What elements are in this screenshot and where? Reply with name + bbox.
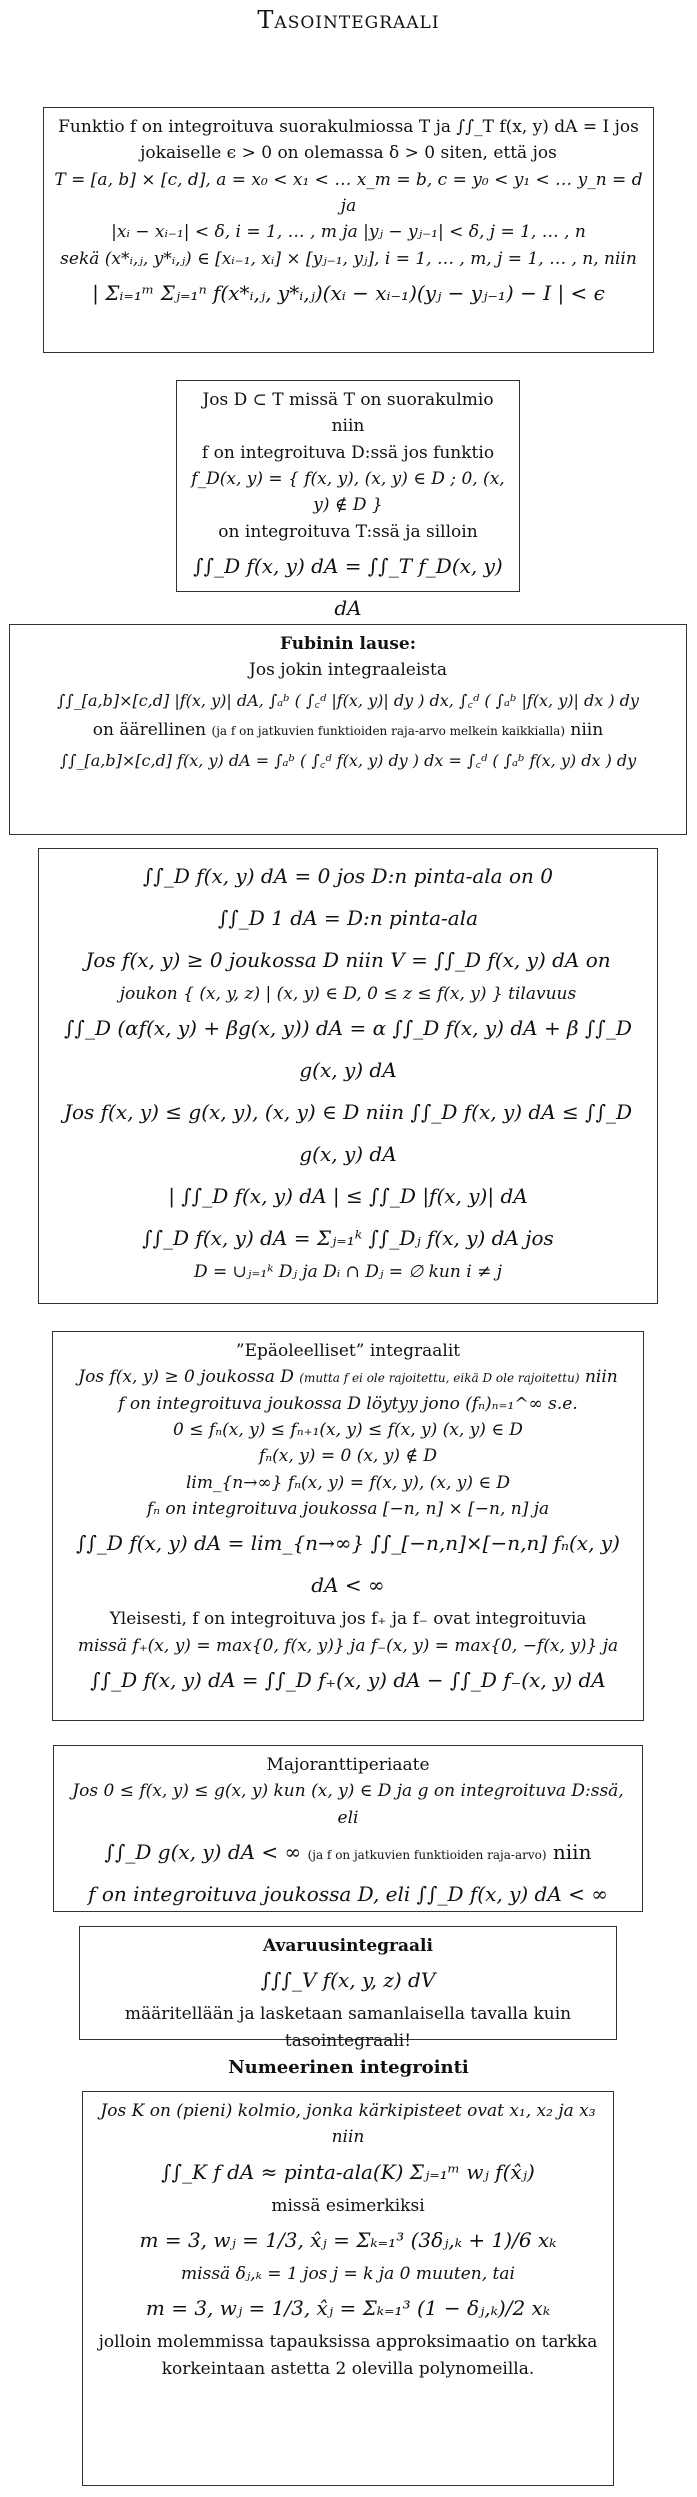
property-line: ∫∫_D f(x, y) dA = 0 jos D:n pinta-ala on 0 <box>143 864 553 888</box>
property-line: ∫∫_D 1 dA = D:n pinta-ala <box>217 906 479 930</box>
numerical-integration-box <box>82 2091 614 2486</box>
property-line: D = ∪ⱼ₌₁ᵏ Dⱼ ja Dᵢ ∩ Dⱼ = ∅ kun i ≠ j <box>194 1262 502 1283</box>
definition-line: jokaiselle ϵ > 0 on olemassa δ > 0 siten, että jos <box>140 143 557 164</box>
property-line: Jos f(x, y) ≤ g(x, y), (x, y) ∈ D niin ∫∫_D f(x, y) dA ≤ ∫∫_D g(x, y) dA <box>63 1100 633 1167</box>
domain-integral-formula: ∫∫_D f(x, y) dA = ∫∫_T f_D(x, y) dA <box>193 554 503 621</box>
improper-line <box>61 1364 635 1390</box>
improper-line: lim_{n→∞} fₙ(x, y) = f(x, y), (x, y) ∈ D <box>185 1472 511 1493</box>
majorant-line: f on integroituva joukossa D, eli ∫∫_D f(x, y) dA < ∞ <box>88 1882 608 1907</box>
domain-line: f on integroituva D:ssä jos funktio <box>201 442 495 463</box>
quadrature-formula: ∫∫_K f dA ≈ pinta-ala(K) Σⱼ₌₁ᵐ wⱼ f(x̂ⱼ) <box>161 2159 535 2184</box>
domain-box <box>176 380 520 621</box>
majorant-box <box>53 1745 643 1912</box>
majorant-text: ∫∫_D g(x, y) dA < ∞ <box>104 1840 302 1865</box>
majorant-heading: Majoranttiperiaate <box>266 1755 430 1775</box>
numerical-line: jolloin molemmissa tapauksissa approksimaatio on tarkka <box>98 2332 598 2353</box>
domain-line: on integroituva T:ssä ja silloin <box>218 521 478 542</box>
fubini-text: niin <box>570 720 604 741</box>
improper-integrals-box <box>52 1331 644 1721</box>
property-line: | ∫∫_D f(x, y) dA | ≤ ∫∫_D |f(x, y)| dA <box>168 1184 528 1209</box>
riemann-sum-formula: | Σᵢ₌₁ᵐ Σⱼ₌₁ⁿ f(x*ᵢ,ⱼ, y*ᵢ,ⱼ)(xᵢ − xᵢ₋₁)(yⱼ − yⱼ₋₁) − I | < ϵ <box>92 281 605 306</box>
fubini-text: on äärellinen <box>92 720 207 741</box>
quadrature-rule-1: m = 3, wⱼ = 1/3, x̂ⱼ = Σₖ₌₁³ (3δⱼ,ₖ + 1)/6 xₖ <box>139 2228 557 2253</box>
quadrature-rule-2: m = 3, wⱼ = 1/3, x̂ⱼ = Σₖ₌₁³ (1 − δⱼ,ₖ)/2 xₖ <box>145 2296 551 2321</box>
majorant-note: (ja f on jatkuvien funktioiden raja-arvo) <box>307 1848 547 1863</box>
majorant-text: niin <box>552 1840 592 1865</box>
majorant-line <box>62 1831 634 1873</box>
fubini-line: Jos jokin integraaleista <box>249 660 447 681</box>
improper-line: ∫∫_D f(x, y) dA = lim_{n→∞} ∫∫_[−n,n]×[−n,n] fₙ(x, y) dA < ∞ <box>76 1531 620 1598</box>
numerical-line: korkeintaan astetta 2 olevilla polynomeilla. <box>161 2358 535 2379</box>
fubini-result-formula: ∫∫_[a,b]×[c,d] f(x, y) dA = ∫ₐᵇ ( ∫꜀ᵈ f(x, y) dy ) dx = ∫꜀ᵈ ( ∫ₐᵇ f(x, y) dx ) dy <box>59 750 637 770</box>
definition-box <box>43 107 654 353</box>
improper-line: ∫∫_D f(x, y) dA = ∫∫_D f₊(x, y) dA − ∫∫_D f₋(x, y) dA <box>90 1668 606 1693</box>
numerical-integration-heading: Numeerinen integrointi <box>228 2057 469 2078</box>
space-integral-formula: ∫∫∫_V f(x, y, z) dV <box>260 1968 436 1993</box>
numerical-line: missä δⱼ,ₖ = 1 jos j = k ja 0 muuten, tai <box>181 2264 515 2285</box>
fubini-heading: Fubinin lause: <box>279 634 417 654</box>
fubini-note: (ja f on jatkuvien funktioiden raja-arvo melkein kaikkialla) <box>211 724 566 739</box>
improper-line: missä f₊(x, y) = max{0, f(x, y)} ja f₋(x, y) = max{0, −f(x, y)} ja <box>77 1635 619 1656</box>
improper-line: Yleisesti, f on integroituva jos f₊ ja f₋ ovat integroituvia <box>109 1609 587 1630</box>
definition-line: |xᵢ − xᵢ₋₁| < δ, i = 1, … , m ja |yⱼ − yⱼ₋₁| < δ, j = 1, … , n <box>111 222 586 243</box>
majorant-line: Jos 0 ≤ f(x, y) ≤ g(x, y) kun (x, y) ∈ D ja g on integroituva D:ssä, eli <box>72 1781 624 1828</box>
improper-line: 0 ≤ fₙ(x, y) ≤ fₙ₊₁(x, y) ≤ f(x, y) (x, y) ∈ D <box>173 1420 523 1441</box>
fubini-condition-formula: ∫∫_[a,b]×[c,d] |f(x, y)| dA, ∫ₐᵇ ( ∫꜀ᵈ |f(x, y)| dy ) dx, ∫꜀ᵈ ( ∫ₐᵇ |f(x, y)| dx ) dy <box>57 690 639 710</box>
fubini-line <box>18 717 678 743</box>
property-line: ∫∫_D (αf(x, y) + βg(x, y)) dA = α ∫∫_D f(x, y) dA + β ∫∫_D g(x, y) dA <box>64 1016 632 1083</box>
improper-line: fₙ on integroituva joukossa [−n, n] × [−n, n] ja <box>146 1499 550 1520</box>
improper-line: f on integroituva joukossa D löytyy jono (fₙ)ₙ₌₁^∞ s.e. <box>118 1393 578 1414</box>
properties-box <box>38 848 658 1304</box>
property-line: ∫∫_D f(x, y) dA = Σⱼ₌₁ᵏ ∫∫_Dⱼ f(x, y) dA jos <box>142 1226 554 1251</box>
property-line: joukon { (x, y, z) | (x, y) ∈ D, 0 ≤ z ≤ f(x, y) } tilavuus <box>119 984 577 1004</box>
numerical-line: Jos K on (pieni) kolmio, jonka kärkipisteet ovat x₁, x₂ ja x₃ niin <box>100 2101 596 2148</box>
numerical-line: missä esimerkiksi <box>271 2195 425 2216</box>
space-integral-line: määritellään ja lasketaan samanlaisella tavalla kuin tasointegraali! <box>124 2004 572 2051</box>
space-integral-heading: Avaruusintegraali <box>263 1936 433 1956</box>
improper-text: Jos f(x, y) ≥ 0 joukossa D <box>78 1367 294 1388</box>
domain-line: Jos D ⊂ T missä T on suorakulmio niin <box>202 390 494 437</box>
property-line: Jos f(x, y) ≥ 0 joukossa D niin V = ∫∫_D f(x, y) dA on <box>85 948 611 972</box>
improper-note: (mutta f ei ole rajoitettu, eikä D ole rajoitettu) <box>299 1371 580 1386</box>
space-integral-box <box>79 1926 617 2051</box>
improper-heading: ”Epäoleelliset” integraalit <box>235 1341 461 1361</box>
extension-function: f_D(x, y) = { f(x, y), (x, y) ∈ D ; 0, (x, y) ∉ D } <box>191 469 505 516</box>
fubini-box <box>9 624 687 835</box>
definition-line: Funktio f on integroituva suorakulmiossa T ja ∫∫_T f(x, y) dA = I jos <box>58 117 639 137</box>
improper-line: fₙ(x, y) = 0 (x, y) ∉ D <box>258 1446 437 1467</box>
improper-text: niin <box>584 1367 618 1388</box>
page-title: Tasointegraali <box>257 6 440 34</box>
definition-line: T = [a, b] × [c, d], a = x₀ < x₁ < … x_m = b, c = y₀ < y₁ < … y_n = d ja <box>54 169 643 217</box>
definition-line: sekä (x*ᵢ,ⱼ, y*ᵢ,ⱼ) ∈ [xᵢ₋₁, xᵢ] × [yⱼ₋₁, yⱼ], i = 1, … , m, j = 1, … , n, niin <box>60 248 637 269</box>
